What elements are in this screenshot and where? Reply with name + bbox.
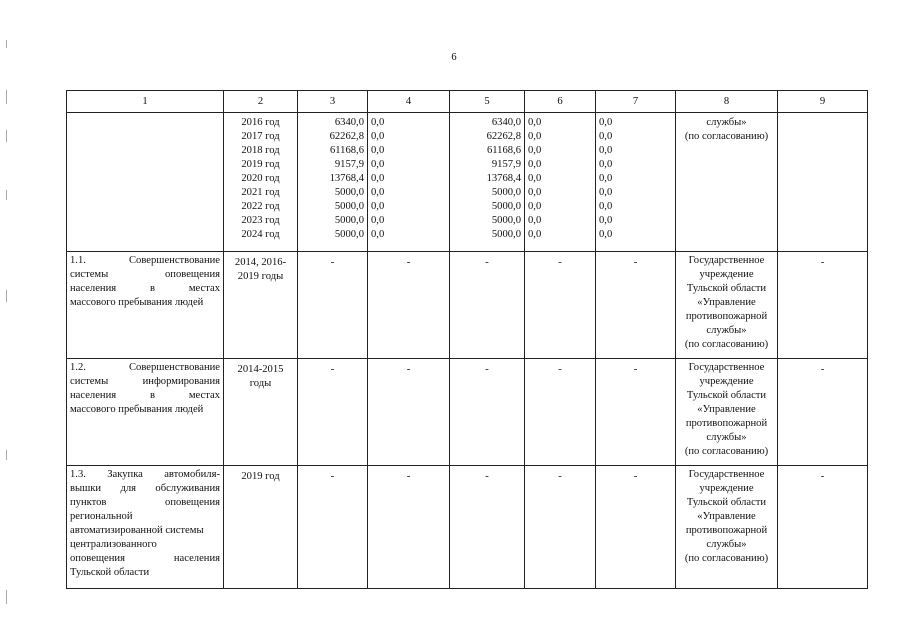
executor-cell bbox=[676, 466, 778, 589]
value-cell: 0,0 bbox=[599, 145, 613, 156]
executor-line: службы» bbox=[706, 432, 747, 443]
value-cell: 5000,0 bbox=[491, 187, 521, 198]
column-header: 6 bbox=[525, 91, 596, 113]
value-cell: 0,0 bbox=[371, 159, 385, 170]
executor-line: службы» bbox=[706, 117, 747, 128]
value-cell: 0,0 bbox=[371, 215, 385, 226]
period-line: 2019 годы bbox=[237, 271, 284, 282]
measure-name-line: Тульской области bbox=[70, 567, 150, 578]
dash-cell: - bbox=[368, 466, 450, 589]
column-header: 1 bbox=[67, 91, 224, 113]
executor-cell bbox=[676, 252, 778, 359]
measure-name-line: автоматизированной системы bbox=[70, 525, 204, 536]
column-header: 4 bbox=[368, 91, 450, 113]
period-cell bbox=[224, 359, 298, 466]
value-cell: 62262,8 bbox=[486, 131, 521, 142]
period-line: годы bbox=[249, 378, 272, 389]
value-cell: 0,0 bbox=[371, 201, 385, 212]
table-cell-empty bbox=[778, 113, 868, 252]
year-cell: 2024 год bbox=[241, 229, 280, 240]
measure-name-line: региональной bbox=[70, 511, 133, 522]
col6-values bbox=[525, 113, 596, 252]
executor-line: противопожарной bbox=[685, 525, 768, 536]
measure-name-line: системы оповещения bbox=[70, 269, 220, 280]
value-cell: 62262,8 bbox=[329, 131, 364, 142]
year-cell: 2021 год bbox=[241, 187, 280, 198]
value-cell: 0,0 bbox=[371, 131, 385, 142]
executor-line: учреждение bbox=[699, 483, 754, 494]
executor-line: «Управление bbox=[697, 511, 756, 522]
executor-line: Государственное bbox=[688, 362, 765, 373]
value-cell: 0,0 bbox=[528, 229, 542, 240]
measure-name-line: системы информирования bbox=[70, 376, 220, 387]
executor-line: учреждение bbox=[699, 376, 754, 387]
executor-line: Государственное bbox=[688, 469, 765, 480]
table-row-1-3 bbox=[67, 466, 868, 589]
executor-line: противопожарной bbox=[685, 418, 768, 429]
value-cell: 0,0 bbox=[528, 131, 542, 142]
period-cell bbox=[224, 466, 298, 589]
value-cell: 9157,9 bbox=[334, 159, 364, 170]
value-cell: 0,0 bbox=[371, 229, 385, 240]
measure-name-line: оповещения населения bbox=[70, 553, 220, 564]
dash-cell: - bbox=[778, 359, 868, 466]
value-cell: 0,0 bbox=[528, 159, 542, 170]
executor-line: противопожарной bbox=[685, 311, 768, 322]
value-cell: 5000,0 bbox=[334, 215, 364, 226]
year-cell: 2016 год bbox=[241, 117, 280, 128]
measure-name-cell bbox=[67, 252, 224, 359]
measure-name-cell bbox=[67, 466, 224, 589]
measure-name-line: 1.1. Совершенствование bbox=[70, 255, 220, 266]
executor-cell bbox=[676, 113, 778, 252]
value-cell: 13768,4 bbox=[329, 173, 364, 184]
executor-line: учреждение bbox=[699, 269, 754, 280]
value-cell: 5000,0 bbox=[334, 201, 364, 212]
value-cell: 0,0 bbox=[371, 145, 385, 156]
scan-edge-marks bbox=[6, 30, 8, 630]
executor-line: службы» bbox=[706, 539, 747, 550]
measure-name-line: 1.3. Закупка автомобиля- bbox=[70, 469, 220, 480]
dash-cell: - bbox=[298, 359, 368, 466]
executor-line: Тульской области bbox=[686, 283, 767, 294]
executor-line: Тульской области bbox=[686, 497, 767, 508]
executor-line: (по согласованию) bbox=[684, 339, 769, 350]
executor-line: службы» bbox=[706, 325, 747, 336]
measure-name-line: массового пребывания людей bbox=[70, 297, 204, 308]
table-header-row bbox=[67, 91, 868, 113]
table-row-1-2 bbox=[67, 359, 868, 466]
period-line: 2014-2015 bbox=[237, 364, 284, 375]
measure-name-line: централизованного bbox=[70, 539, 157, 550]
value-cell: 0,0 bbox=[599, 131, 613, 142]
value-cell: 0,0 bbox=[599, 159, 613, 170]
dash-cell: - bbox=[368, 252, 450, 359]
year-cell: 2023 год bbox=[241, 215, 280, 226]
dash-cell: - bbox=[778, 466, 868, 589]
col3-values bbox=[298, 113, 368, 252]
value-cell: 0,0 bbox=[528, 215, 542, 226]
value-cell: 5000,0 bbox=[334, 187, 364, 198]
dash-cell: - bbox=[778, 252, 868, 359]
value-cell: 9157,9 bbox=[491, 159, 521, 170]
period-line: 2014, 2016- bbox=[234, 257, 287, 268]
dash-cell: - bbox=[525, 359, 596, 466]
dash-cell: - bbox=[596, 252, 676, 359]
year-cell: 2017 год bbox=[241, 131, 280, 142]
dash-cell: - bbox=[450, 466, 525, 589]
column-header: 5 bbox=[450, 91, 525, 113]
column-header: 9 bbox=[778, 91, 868, 113]
value-cell: 0,0 bbox=[528, 201, 542, 212]
value-cell: 0,0 bbox=[528, 117, 542, 128]
dash-cell: - bbox=[525, 252, 596, 359]
value-cell: 0,0 bbox=[528, 187, 542, 198]
measure-name-line: 1.2. Совершенствование bbox=[70, 362, 220, 373]
value-cell: 0,0 bbox=[528, 145, 542, 156]
value-cell: 5000,0 bbox=[334, 229, 364, 240]
dash-cell: - bbox=[450, 252, 525, 359]
value-cell: 0,0 bbox=[599, 173, 613, 184]
value-cell: 5000,0 bbox=[491, 229, 521, 240]
period-line: 2019 год bbox=[241, 471, 280, 482]
value-cell: 0,0 bbox=[599, 187, 613, 198]
value-cell: 5000,0 bbox=[491, 201, 521, 212]
executor-line: (по согласованию) bbox=[684, 131, 769, 142]
table-row-yearly-totals bbox=[67, 113, 868, 252]
col5-values bbox=[450, 113, 525, 252]
program-table bbox=[66, 90, 868, 589]
col4-values bbox=[368, 113, 450, 252]
year-cell: 2019 год bbox=[241, 159, 280, 170]
executor-line: Тульской области bbox=[686, 390, 767, 401]
measure-name-line: пунктов оповещения bbox=[70, 497, 220, 508]
value-cell: 0,0 bbox=[371, 173, 385, 184]
table-cell-empty bbox=[67, 113, 224, 252]
executor-line: Государственное bbox=[688, 255, 765, 266]
value-cell: 61168,6 bbox=[486, 145, 521, 156]
page-number: 6 bbox=[451, 52, 457, 63]
years-list bbox=[224, 113, 298, 252]
year-cell: 2020 год bbox=[241, 173, 280, 184]
measure-name-line: вышки для обслуживания bbox=[70, 483, 220, 494]
value-cell: 6340,0 bbox=[491, 117, 521, 128]
dash-cell: - bbox=[368, 359, 450, 466]
column-header: 7 bbox=[596, 91, 676, 113]
value-cell: 0,0 bbox=[528, 173, 542, 184]
column-header: 8 bbox=[676, 91, 778, 113]
value-cell: 5000,0 bbox=[491, 215, 521, 226]
executor-cell bbox=[676, 359, 778, 466]
year-cell: 2022 год bbox=[241, 201, 280, 212]
dash-cell: - bbox=[596, 359, 676, 466]
value-cell: 0,0 bbox=[371, 117, 385, 128]
col7-values bbox=[596, 113, 676, 252]
measure-name-cell bbox=[67, 359, 224, 466]
executor-line: (по согласованию) bbox=[684, 553, 769, 564]
dash-cell: - bbox=[525, 466, 596, 589]
executor-line: (по согласованию) bbox=[684, 446, 769, 457]
value-cell: 13768,4 bbox=[486, 173, 521, 184]
value-cell: 0,0 bbox=[371, 187, 385, 198]
table-row-1-1 bbox=[67, 252, 868, 359]
dash-cell: - bbox=[596, 466, 676, 589]
value-cell: 0,0 bbox=[599, 229, 613, 240]
dash-cell: - bbox=[298, 466, 368, 589]
measure-name-line: массового пребывания людей bbox=[70, 404, 204, 415]
executor-line: «Управление bbox=[697, 297, 756, 308]
value-cell: 0,0 bbox=[599, 117, 613, 128]
column-header: 2 bbox=[224, 91, 298, 113]
measure-name-line: населения в местах bbox=[70, 390, 220, 401]
dash-cell: - bbox=[298, 252, 368, 359]
value-cell: 6340,0 bbox=[334, 117, 364, 128]
dash-cell: - bbox=[450, 359, 525, 466]
executor-line: «Управление bbox=[697, 404, 756, 415]
column-header: 3 bbox=[298, 91, 368, 113]
value-cell: 0,0 bbox=[599, 215, 613, 226]
measure-name-line: населения в местах bbox=[70, 283, 220, 294]
period-cell bbox=[224, 252, 298, 359]
value-cell: 0,0 bbox=[599, 201, 613, 212]
year-cell: 2018 год bbox=[241, 145, 280, 156]
value-cell: 61168,6 bbox=[329, 145, 364, 156]
